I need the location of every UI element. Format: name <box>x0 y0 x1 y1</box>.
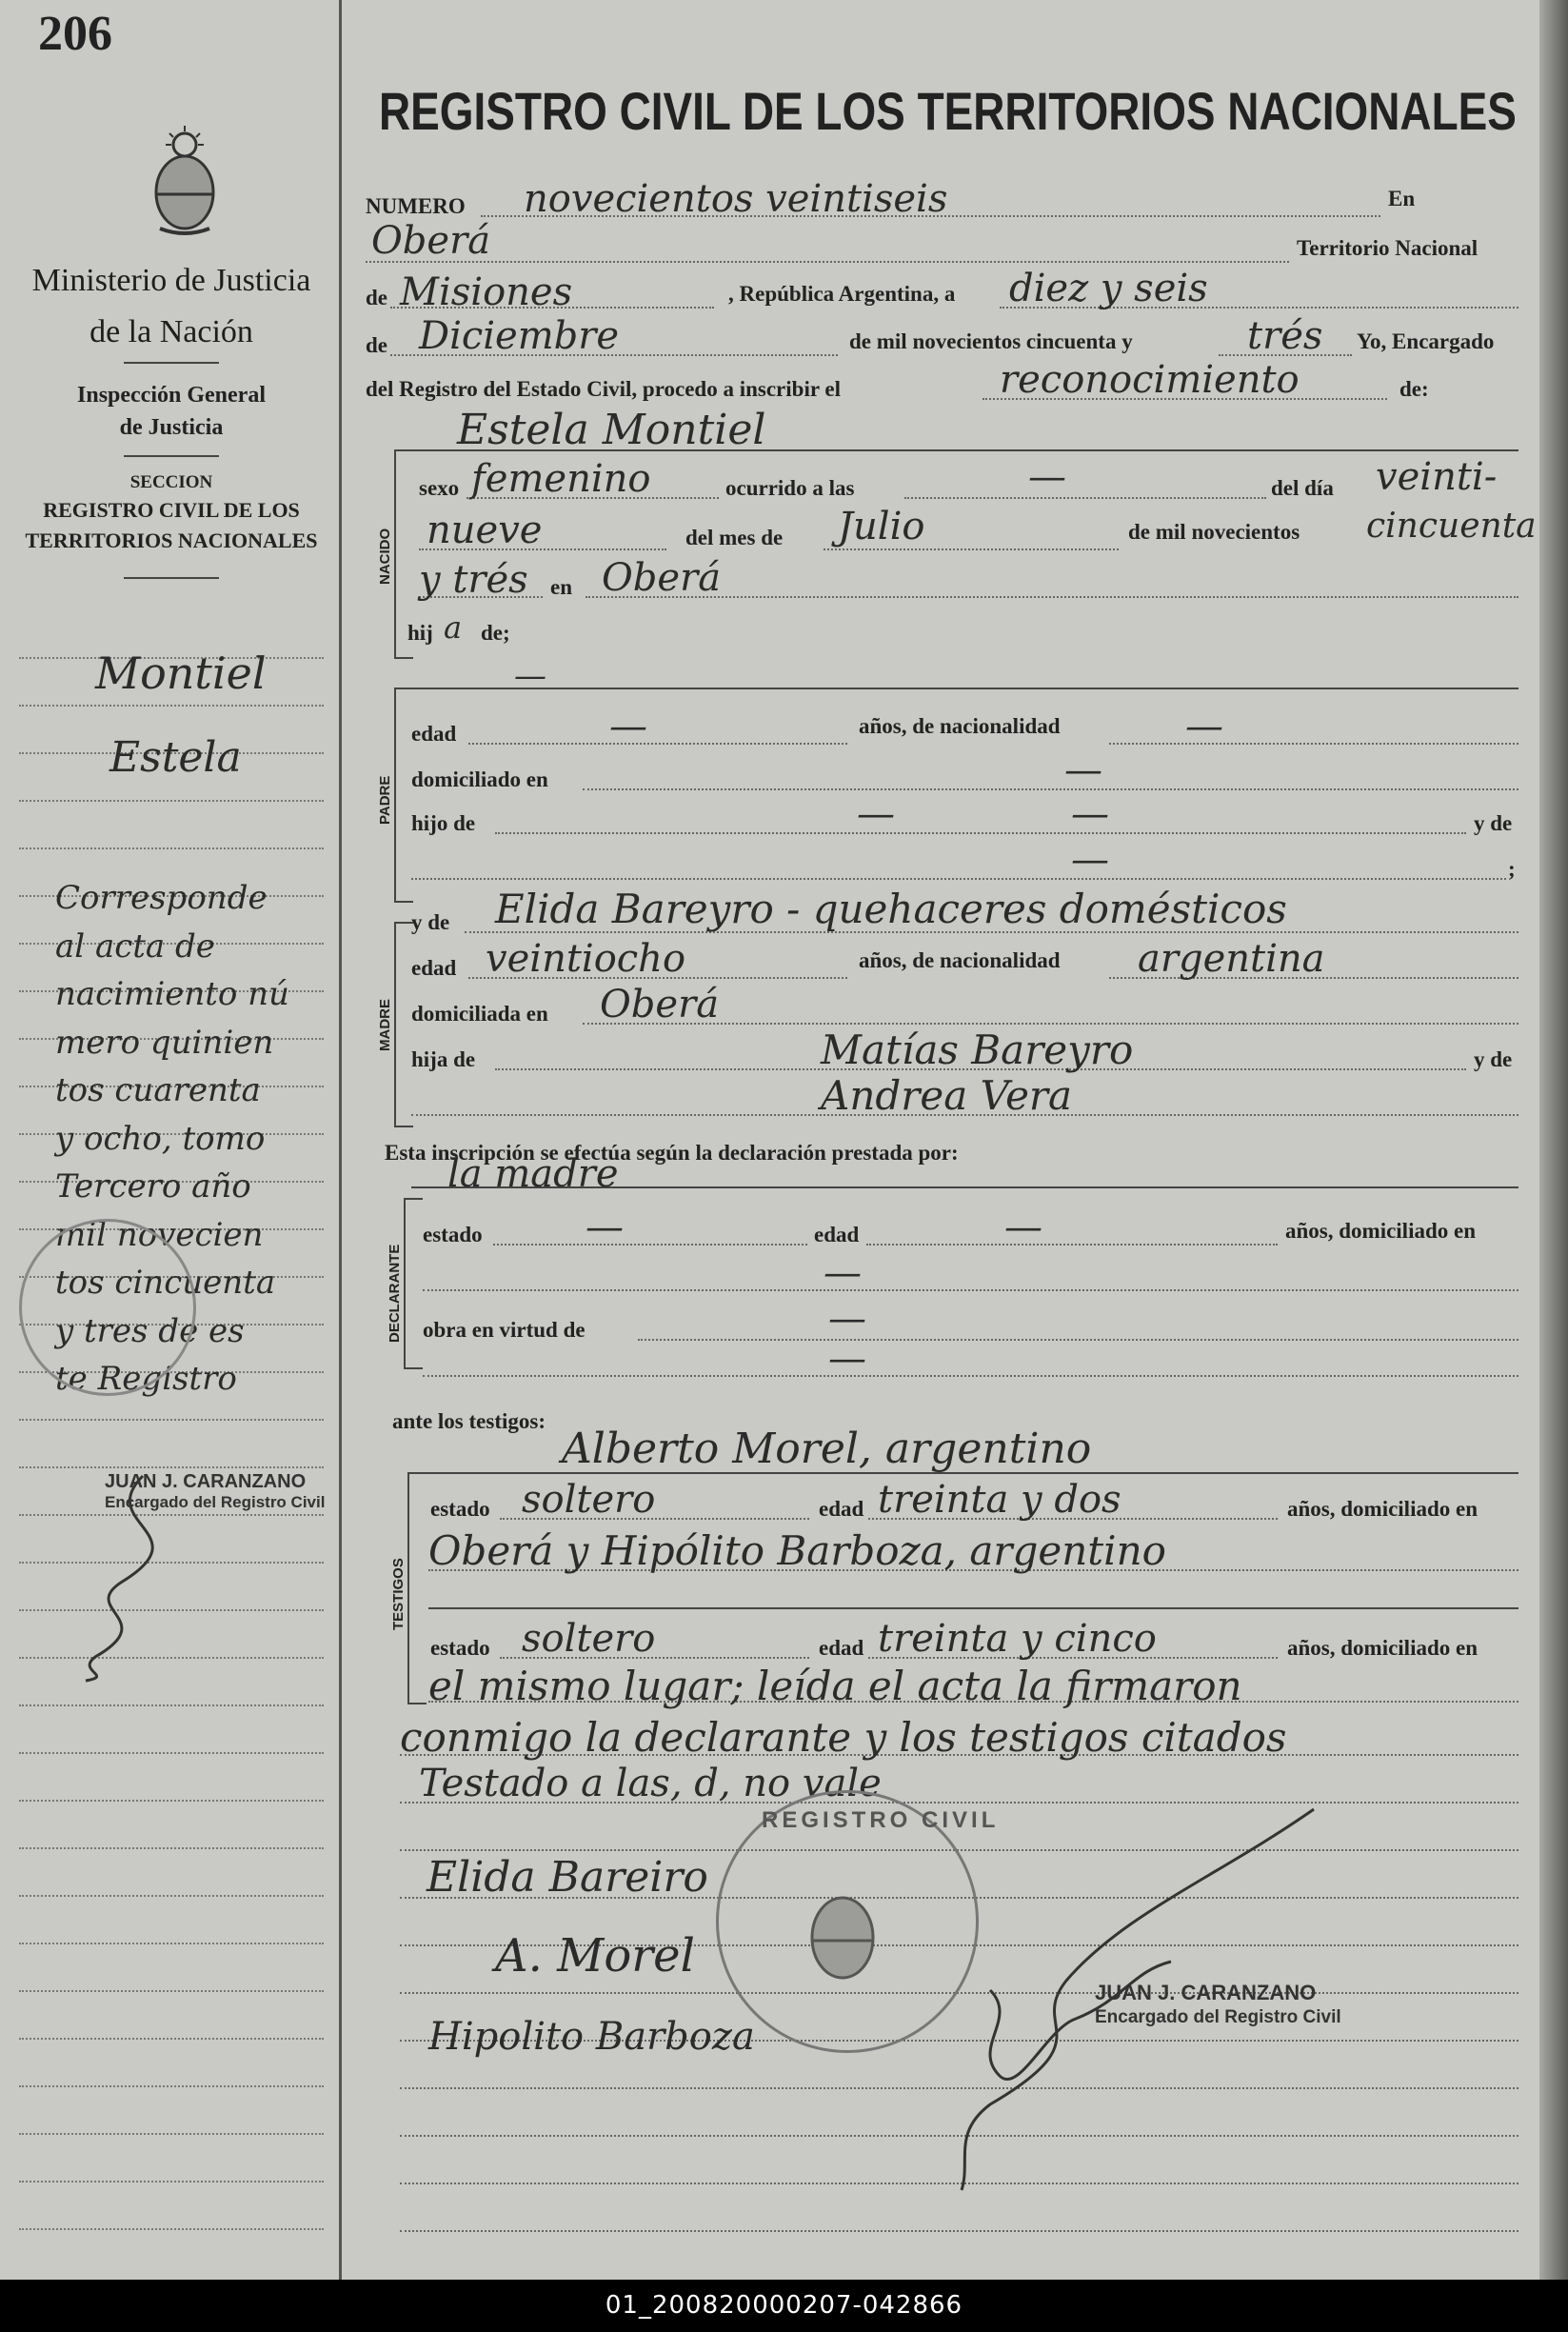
testigo1-edad-value: treinta y dos <box>878 1478 1121 1522</box>
note-line: mero quinien <box>55 1023 274 1062</box>
padre-anos-label: años, de nacionalidad <box>859 714 1061 738</box>
place-value: Oberá <box>371 219 491 263</box>
nacido-side-label: NACIDO <box>377 528 393 585</box>
signature-1: Elida Bareiro <box>427 1853 708 1902</box>
declarante-estado-label: estado <box>423 1223 483 1246</box>
note-line: y ocho, tomo <box>55 1119 266 1158</box>
madre-side-label: MADRE <box>377 999 393 1051</box>
ocurrido-value: — <box>1028 455 1066 499</box>
padre-hijo-label: hijo de <box>411 811 476 835</box>
day-value: diez y seis <box>1009 267 1208 310</box>
registrar-signature-scribble <box>933 1800 1333 2200</box>
signature-3: Hipolito Barboza <box>428 2015 755 2059</box>
declarante-bracket <box>404 1198 423 1369</box>
ministry-heading <box>19 255 324 358</box>
en-label: En <box>1388 187 1416 210</box>
nacido-mil-label: de mil novecientos <box>1128 520 1300 544</box>
testigo2-edad-value: treinta y cinco <box>878 1617 1157 1661</box>
hij-de-label: de; <box>481 621 510 645</box>
nacido-lugar-value: Oberá <box>602 556 722 600</box>
testigo1-estado-label: estado <box>430 1497 490 1521</box>
ministry-line-1: Ministerio de Justicia <box>31 263 311 298</box>
sexo-label: sexo <box>419 476 460 500</box>
padre-domiciliado-label: domiciliado en <box>411 767 548 791</box>
declarante-edad-label: edad <box>814 1223 860 1246</box>
de-label-2: de <box>366 333 387 357</box>
witness1-value: Alberto Morel, argentino <box>562 1425 1092 1473</box>
padre-semicolon: ; <box>1508 857 1516 881</box>
sexo-value: femenino <box>471 457 651 501</box>
mes-value: Julio <box>838 505 925 548</box>
testigo2-domicilio-value: el mismo lugar; leída el acta la firmaron <box>428 1663 1242 1709</box>
del-registro-label: del Registro del Estado Civil, procedo a inscribir el <box>366 377 841 401</box>
padre-y-de-label: y de <box>1474 811 1513 835</box>
padre-second-value: — <box>1071 838 1109 882</box>
inspection-rule <box>124 455 219 457</box>
closing-line-2: Testado a las, d, no vale <box>419 1762 882 1805</box>
padre-nac-value: — <box>1185 705 1223 748</box>
testigo1-domicilio-value: Oberá y Hipólito Barboza, argentino <box>428 1527 1166 1574</box>
numero-label: NUMERO <box>366 194 466 218</box>
testigo1-estado-value: soltero <box>522 1478 656 1522</box>
form-title: REGISTRO CIVIL DE LOS TERRITORIOS NACIONALES <box>379 81 1517 141</box>
closing-line-1: conmigo la declarante y los testigos citados <box>400 1714 1287 1761</box>
madre-domiciliada-label: domiciliada en <box>411 1002 548 1026</box>
main-stamp-role: Encargado del Registro Civil <box>1095 2007 1341 2027</box>
note-line: te Registro <box>55 1360 237 1398</box>
hij-label: hij <box>407 621 433 645</box>
declarante-obra-label: obra en virtud de <box>423 1318 586 1342</box>
yo-label: Yo, Encargado <box>1357 329 1495 353</box>
signature-2: A. Morel <box>495 1929 695 1983</box>
note-line: mil novecien <box>55 1215 264 1254</box>
month-value: Diciembre <box>419 314 620 358</box>
numero-value: novecientos veintiseis <box>524 177 948 221</box>
testigo2-estado-value: soltero <box>522 1617 656 1661</box>
day-value-2: nueve <box>427 508 543 552</box>
padre-dash: — <box>514 657 546 695</box>
note-line: nacimiento nú <box>55 975 289 1013</box>
note-line: al acta de <box>55 927 215 966</box>
act-value: reconocimiento <box>1000 358 1300 402</box>
madre-bracket <box>394 922 413 1127</box>
madre-y-de-label: y de <box>411 910 450 934</box>
madre-hija-label: hija de <box>411 1047 476 1071</box>
page-number: 206 <box>38 7 112 61</box>
testigo2-estado-label: estado <box>430 1636 490 1660</box>
madre-anos-label: años, de nacionalidad <box>859 948 1061 972</box>
seal-emblem-icon <box>800 1885 885 1990</box>
testigos-bracket <box>407 1472 427 1704</box>
madre-parent2-value: Andrea Vera <box>821 1072 1073 1119</box>
testigo2-edad-label: edad <box>819 1636 864 1660</box>
madre-name-value: Elida Bareyro - quehaceres domésticos <box>495 886 1287 932</box>
declarante-obra-value-2: — <box>828 1337 866 1381</box>
padre-bracket <box>394 688 413 903</box>
year-value: trés <box>1247 314 1323 358</box>
nacido-year-value-2: y trés <box>419 558 528 602</box>
ocurrido-label: ocurrido a las <box>725 476 855 500</box>
note-line: tos cincuenta <box>55 1264 276 1302</box>
padre-domicilio-value: — <box>1064 748 1102 792</box>
nacido-en-label: en <box>550 575 572 599</box>
sidebar-stamp-name: JUAN J. CARANZANO <box>105 1471 307 1492</box>
padre-edad-value: — <box>609 705 647 748</box>
padre-side-label: PADRE <box>377 775 393 825</box>
madre-edad-value: veintiocho <box>486 937 686 981</box>
inspection-line-2: de Justicia <box>119 415 224 440</box>
footer-identifier: 01_200820000207-042866 <box>0 2280 1568 2332</box>
sidebar-seal-stamp <box>19 1219 196 1396</box>
madre-nacionalidad-value: argentina <box>1138 937 1325 981</box>
section-line-1: REGISTRO CIVIL DE LOS <box>43 498 300 522</box>
republica-label: , República Argentina, a <box>728 282 956 306</box>
declarante-estado-value: — <box>586 1206 624 1249</box>
inscripcion-label: Esta inscripción se efectúa según la declaración prestada por: <box>385 1141 959 1165</box>
sidebar-surname: Montiel <box>95 648 267 699</box>
main-stamp-name: JUAN J. CARANZANO <box>1095 1981 1317 2004</box>
hij-suffix: a <box>444 609 463 646</box>
person-name: Estela Montiel <box>457 406 766 454</box>
testigo1-anos-label: años, domiciliado en <box>1287 1497 1479 1521</box>
ministry-rule <box>124 362 219 364</box>
madre-parent1-value: Matías Bareyro <box>821 1026 1134 1073</box>
section-rule <box>124 577 219 579</box>
declarante-value: la madre <box>447 1152 619 1196</box>
territorio-label: Territorio Nacional <box>1297 236 1479 260</box>
testigos-label: ante los testigos: <box>392 1409 546 1433</box>
de-label: de <box>366 286 387 309</box>
margin-divider <box>339 0 342 2280</box>
padre-hijo-value-2: — <box>1071 792 1109 836</box>
page-edge <box>1539 0 1568 2280</box>
mes-label: del mes de <box>685 526 784 549</box>
seal-text: REGISTRO CIVIL <box>762 1807 1000 1833</box>
sidebar-given-name: Estela <box>109 733 242 782</box>
sidebar-stamp-role: Encargado del Registro Civil <box>105 1493 326 1511</box>
madre-edad-label: edad <box>411 956 457 980</box>
note-line: Tercero año <box>55 1167 251 1206</box>
ministry-line-2: de la Nación <box>89 314 253 349</box>
madre-y-de-label-2: y de <box>1474 1047 1513 1071</box>
padre-hijo-value-1: — <box>857 792 895 836</box>
coat-of-arms-icon <box>141 124 228 238</box>
declarante-anos-label: años, domiciliado en <box>1285 1219 1477 1243</box>
madre-domicilio-value: Oberá <box>600 983 720 1026</box>
declarante-obra-value: — <box>828 1297 866 1341</box>
note-line: Corresponde <box>55 879 268 917</box>
day-value-1: veinti- <box>1376 455 1498 499</box>
nacido-year-value-1: cincuenta <box>1366 507 1537 546</box>
note-line: y tres de es <box>55 1311 245 1350</box>
note-line: tos cuarenta <box>55 1071 261 1109</box>
de-label-3: de: <box>1399 377 1429 401</box>
declarante-edad-value: — <box>1004 1206 1042 1249</box>
testigos-side-label: TESTIGOS <box>390 1558 407 1630</box>
inspection-line-1: Inspección General <box>77 383 266 408</box>
territorio-value: Misiones <box>400 270 573 314</box>
section-heading <box>19 470 324 556</box>
sidebar-signature-scribble <box>57 1466 209 1685</box>
testigo2-anos-label: años, domiciliado en <box>1287 1636 1479 1660</box>
padre-edad-label: edad <box>411 722 457 746</box>
section-line-2: TERRITORIOS NACIONALES <box>25 528 318 552</box>
mil-label: de mil novecientos cincuenta y <box>849 329 1133 353</box>
section-label: SECCION <box>129 472 213 492</box>
del-dia-label: del día <box>1271 476 1334 500</box>
declarante-side-label: DECLARANTE <box>387 1244 403 1343</box>
testigo1-edad-label: edad <box>819 1497 864 1521</box>
declarante-domicilio-value: — <box>824 1251 862 1295</box>
inspection-heading <box>19 379 324 444</box>
